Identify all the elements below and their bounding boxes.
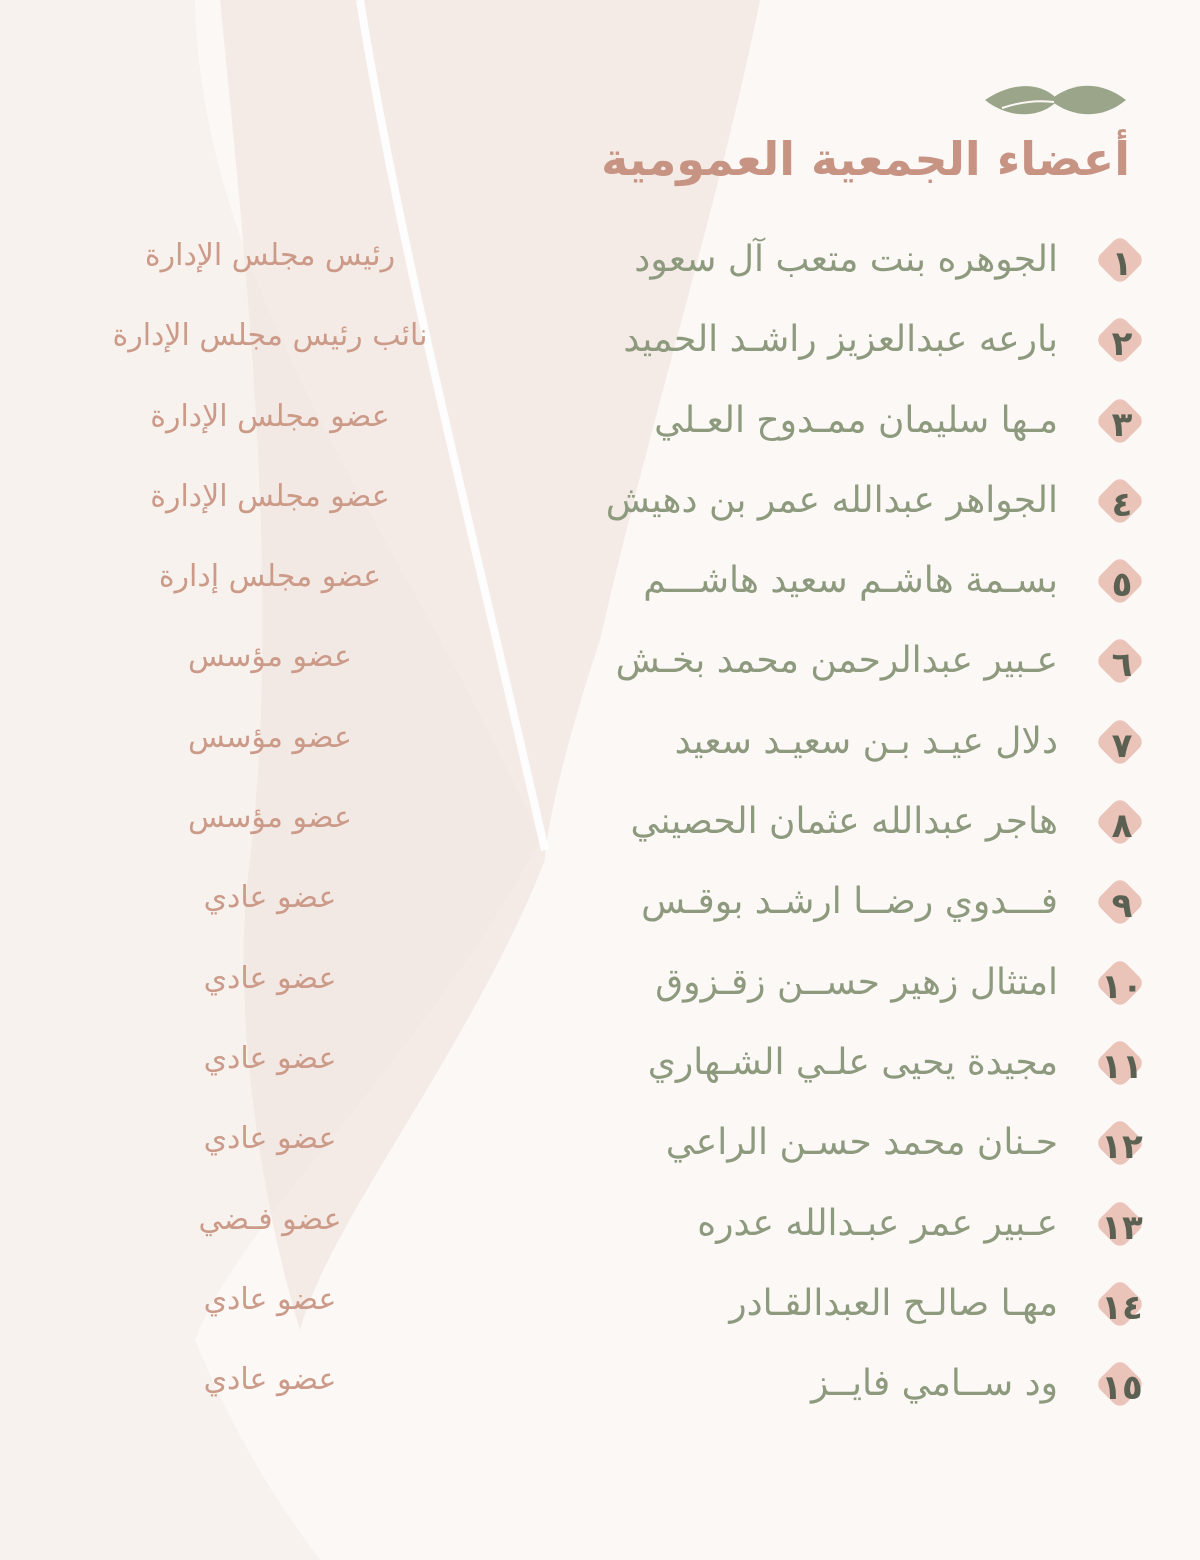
member-number: ٦ — [1111, 645, 1133, 686]
member-name: بارعه عبدالعزيز راشـد الحميد — [623, 319, 1058, 361]
list-item — [0, 389, 1200, 469]
diamond-badge-icon — [1092, 718, 1142, 768]
member-number: ٣ — [1111, 404, 1133, 445]
member-name: مهـا صالـح العبدالقـادر — [729, 1282, 1058, 1324]
list-item — [0, 308, 1200, 388]
list-item — [0, 951, 1200, 1031]
list-item — [0, 1272, 1200, 1352]
diamond-badge-icon — [1092, 1360, 1142, 1410]
diamond-badge-icon — [1092, 316, 1142, 366]
member-role: نائب رئيس مجلس الإدارة — [112, 318, 428, 354]
member-name: هاجر عبدالله عثمان الحصيني — [630, 801, 1058, 843]
member-role: عضو مؤسس — [188, 639, 352, 675]
member-number: ١٢ — [1101, 1127, 1143, 1168]
member-name: الجوهره بنت متعب آل سعود — [634, 239, 1058, 280]
list-item — [0, 1192, 1200, 1272]
member-role: عضو مجلس الإدارة — [150, 398, 390, 434]
member-name: بسـمة هاشـم سعيد هاشـــم — [643, 560, 1058, 602]
member-name: عـبير عبدالرحمن محمد بخـش — [615, 640, 1058, 682]
list-item — [0, 870, 1200, 950]
member-number: ١٠ — [1101, 966, 1143, 1007]
member-number: ١١ — [1101, 1046, 1143, 1087]
member-number: ٧ — [1111, 725, 1133, 766]
diamond-badge-icon — [1092, 1280, 1142, 1330]
member-name: الجواهر عبدالله عمر بن دهيش — [605, 479, 1058, 521]
member-role: عضو عادي — [203, 1121, 337, 1157]
diamond-badge-icon — [1092, 637, 1142, 687]
member-number: ١٣ — [1101, 1207, 1143, 1248]
member-role: رئيس مجلس الإدارة — [144, 238, 396, 273]
diamond-badge-icon — [1092, 557, 1142, 607]
diamond-badge-icon — [1092, 1039, 1142, 1089]
list-item — [0, 629, 1200, 709]
diamond-badge-icon — [1092, 959, 1142, 1009]
member-name: ود ســامي فايــز — [811, 1363, 1058, 1405]
leaf-logo-icon — [980, 78, 1130, 128]
diamond-badge-icon — [1092, 477, 1142, 527]
member-role: عضو عادي — [203, 1281, 337, 1317]
member-role: عضو عادي — [203, 1362, 337, 1398]
list-item — [0, 1031, 1200, 1111]
diamond-badge-icon — [1092, 1119, 1142, 1169]
diamond-badge-icon — [1092, 1200, 1142, 1250]
member-name: حـنان محمد حسـن الراعي — [665, 1122, 1058, 1164]
member-name: مجيدة يحيى علـي الشـهاري — [647, 1041, 1058, 1083]
member-number: ٨ — [1111, 806, 1133, 847]
member-name: مـها سليمان ممـدوح العـلي — [654, 399, 1058, 441]
member-number: ٢ — [1111, 324, 1133, 365]
member-number: ١٥ — [1101, 1368, 1143, 1409]
member-number: ١ — [1111, 244, 1133, 284]
members-list — [0, 228, 1200, 1432]
member-role: عضو عادي — [203, 960, 337, 996]
list-item — [0, 549, 1200, 629]
list-item — [0, 1352, 1200, 1432]
member-role: عضو فـضي — [198, 1201, 342, 1237]
member-number: ٥ — [1111, 565, 1133, 606]
member-role: عضو عادي — [203, 1040, 337, 1076]
list-item — [0, 1111, 1200, 1191]
member-role: عضو مؤسس — [188, 719, 352, 755]
member-role: عضو مؤسس — [188, 800, 352, 836]
member-role: عضو عادي — [203, 880, 337, 916]
member-number: ١٤ — [1101, 1287, 1143, 1328]
member-number: ٩ — [1111, 886, 1133, 927]
member-name: دلال عيـد بـن سعيـد سعيد — [674, 720, 1058, 762]
list-item — [0, 790, 1200, 870]
diamond-badge-icon — [1092, 878, 1142, 928]
member-name: عـبير عمر عبـدالله عدره — [697, 1202, 1058, 1244]
member-name: امتثال زهير حســن زقـزوق — [655, 961, 1058, 1003]
member-role: عضو مجلس الإدارة — [150, 478, 390, 514]
diamond-badge-icon — [1092, 798, 1142, 848]
list-item — [0, 469, 1200, 549]
member-number: ٤ — [1111, 484, 1133, 525]
diamond-badge-icon — [1092, 236, 1142, 286]
page-title: أعضاء الجمعية العمومية — [601, 132, 1130, 186]
member-name: فـــدوي رضــا ارشـد بوقـس — [641, 881, 1058, 923]
diamond-badge-icon — [1092, 397, 1142, 447]
list-item — [0, 228, 1200, 308]
member-role: عضو مجلس إدارة — [158, 559, 382, 595]
list-item — [0, 710, 1200, 790]
